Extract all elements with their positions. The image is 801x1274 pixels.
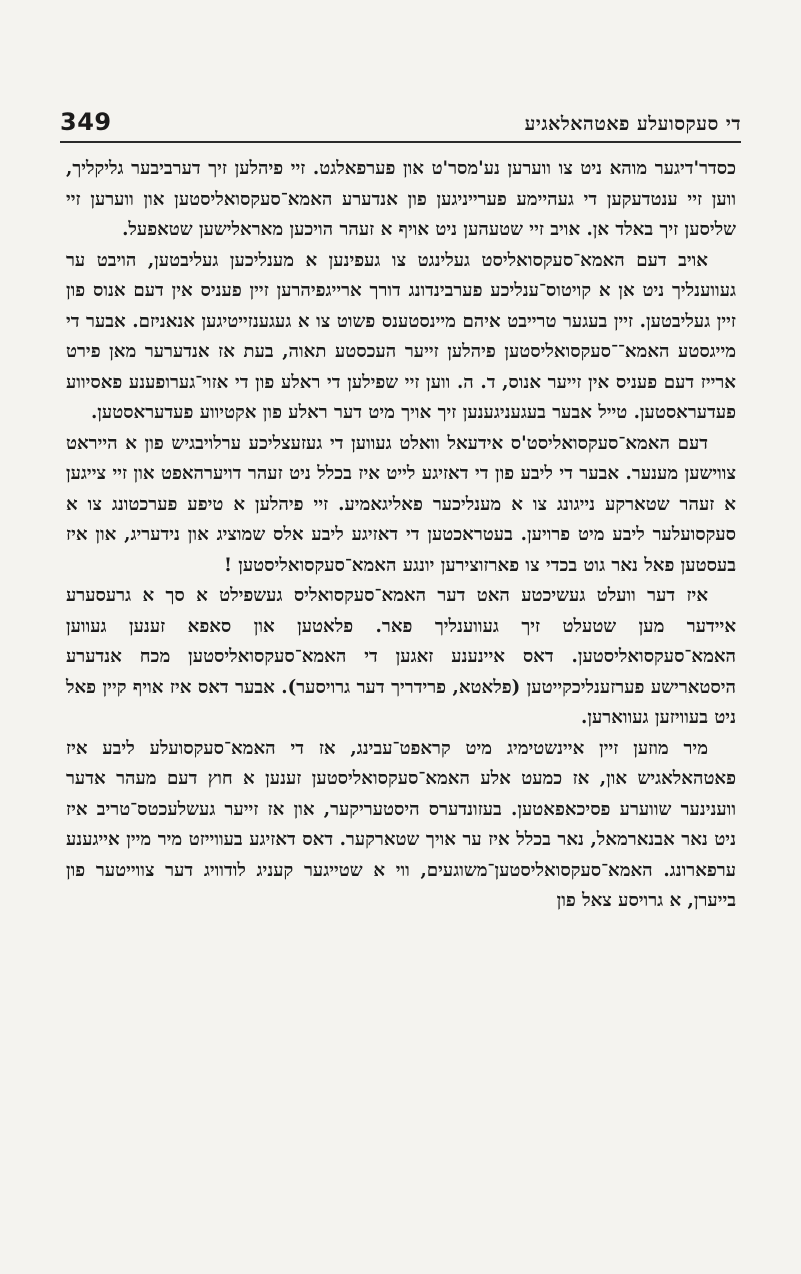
- body-text: [66, 154, 736, 917]
- paragraph-continued: כסדר'דיגער מוהא ניט צו ווערען נע'מסר'ט און פערפאלגט. זיי פיהלען זיך דערביבער גליקליך, ווען זיי ענטדעקען די געהיימע פערייניגען פון אנדערע האמא־סעקסואליסטען און ווערען זיי שליסען זיך באלד אן. אויב זיי שטעהען ניט אויף א זעהר הויכען מאראלישען שטאפעל.: [66, 158, 736, 240]
- paragraph: איז דער וועלט געשיכטע האט דער האמא־סעקסואליס געשפילט א סך א גרעסערע איידער מען שטעלט זיך געווענליך פאר. פלאטען און סאפא זענען געווען האמא־סעקסואליסטען. דאס איינענע זאגען די האמא־סעקסואליסטען מכח אנדערע היסטארישע פערזענליכקייטען (פלאטא, פרידריך דער גרויסער). אבער דאס איז אויף קיין פאל ניט בעוויזען געווארען.: [66, 585, 736, 728]
- page-number: 349: [60, 108, 112, 136]
- paragraph: דעם האמא־סעקסואליסט'ס אידעאל וואלט געווען די געזעצליכע ערלויבגיש פון א הייראט צווישען מענער. אבער די ליבע פון די דאזיגע לייט איז בכלל ניט זעהר דויערהאפט און זיי צייגען א זעהר שטארקע נייגונג צו א מענליכער פאליגאמיע. זיי פיהלען א טיפע פערכטונג צו א סעקסועלער ליבע מיט פרויען. בעטראכטען די דאזיגע ליבע אלס שמוציג און נידעריג, און איז בעסטען פאל נאר גוט בכדי צו פארזוצירען יונגע האמא־סעקסואליסטען !: [66, 432, 736, 576]
- running-head: די סעקסועלע פאטהאלאגיע: [524, 113, 741, 135]
- paragraph: מיר מוזען זיין איינשטימיג מיט קראפט־עבינג, אז די האמא־סעקסועלע ליבע איז פאטהאלאגיש און, אז כמעט אלע האמא־סעקסואליסטען זענען א חוץ דעם מעהר אדער ווענינער שווערע פסיכאפאטען. בעזונדערס היסטעריקער, און אז זייער געשלעכטס־טריב איז ניט נאר אבנארמאל, נאר בכלל איז ער אויך שטארקער. דאס דאזיגע בעווייזט מיר מיין אייגענע ערפארונג. האמא־סעקסואליסטען־משוגעים, ווי א שטייגער קעניג לודוויג דער צווייטער פון בייערן, א גרויסע צאל פון: [66, 737, 736, 911]
- header-rule: [60, 141, 741, 143]
- paragraph: אויב דעם האמא־סעקסואליסט געלינגט צו געפינען א מענליכען געליבטען, הויבט ער געווענליך ניט אן א קויטוס־ענליכע פערבינדונג דורך ארייגפיהרען זיין פעניס אין דעם אנוס פון זיין געליבטען. זיין בעגער טרייבט איהם מיינסטענס פשוט צו א געגענזייטיגען אנאניזם. אבער די מייגסטע האמא־־סעקסואליסטען פיהלען זייער העכסטע תאוה, בעת אז אנדערער מאן פירט ארייז דעם פעניס אין זייער אנוס, ד. ה. ווען זיי שפילען די ראלע פון די אזוי־גערופענע פאסיווע פעדעראסטען. טייל אבער בעגעניגענען זיך אויך מיט דער ראלע פון אקטיווע פעדעראסטען.: [66, 249, 736, 423]
- page-header: [60, 104, 741, 140]
